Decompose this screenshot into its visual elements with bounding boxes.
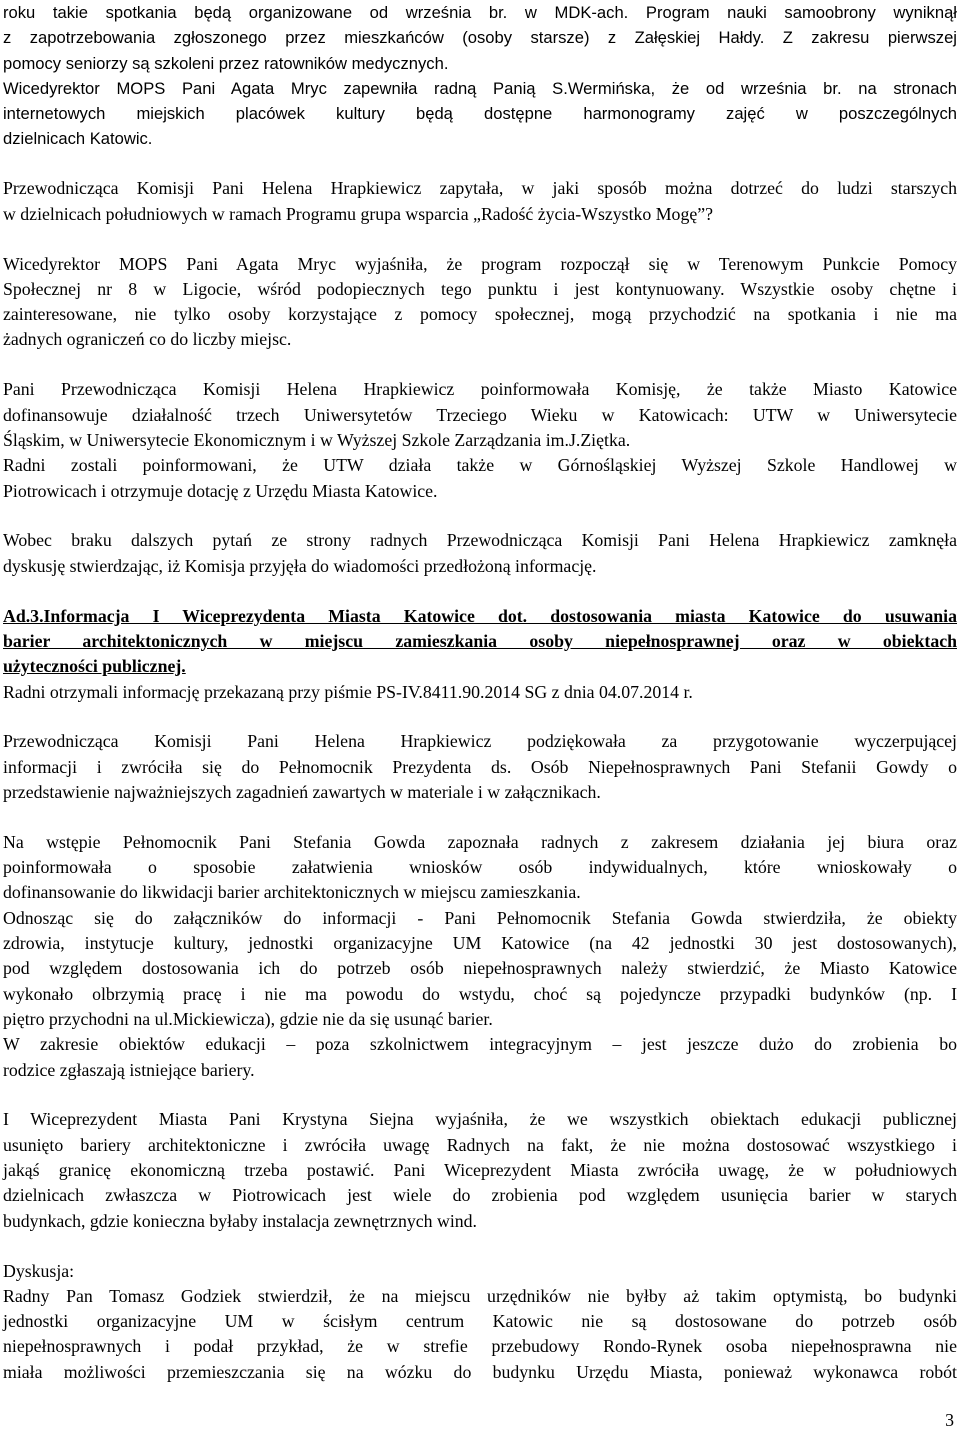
text-line: internetowych miejskich placówek kultury będą dostępne harmonogramy zajęć w poszczególnych (3, 104, 957, 124)
text-line: informacji i zwróciła się do Pełnomocnik Prezydenta ds. Osób Niepełnosprawnych Pani Stefanii Gowdy o (3, 756, 957, 777)
text-line: jakąś granicę ekonomiczną trzeba postawić. Pani Wiceprezydent Miasta zwróciła uwagę, że w południowych (3, 1160, 957, 1181)
section-heading-line: barier architektonicznych w miejscu zamieszkania osoby niepełnosprawnej oraz w obiektach (3, 630, 957, 651)
paragraph-gap (3, 504, 957, 529)
paragraph-gap (3, 705, 957, 730)
text-line: dzielnicach Katowic. (3, 129, 153, 149)
paragraph-gap (3, 1083, 957, 1108)
text-line: Przewodnicząca Komisji Pani Helena Hrapkiewicz podziękowała za przygotowanie wyczerpującej (3, 731, 957, 752)
page-number: 3 (945, 1410, 954, 1430)
text-line: niepełnosprawnych i podał przykład, że w strefie przebudowy Rondo-Rynek osoba niepełnosprawna nie (3, 1336, 957, 1357)
text-line: pomocy seniorzy są szkoleni przez ratowników medycznych. (3, 53, 449, 73)
text-line: Na wstępie Pełnomocnik Pani Stefania Gowda zapoznała radnych z zakresem działania jej biura oraz (3, 831, 957, 852)
text-line: budynkach, gdzie konieczna byłaby instalacja zewnętrznych wind. (3, 1210, 477, 1231)
paragraph-gap (3, 1234, 957, 1259)
paragraph-gap (3, 579, 957, 604)
text-line: Społecznej nr 8 w Ligocie, wśród podopiecznych tego punktu i jest kontynuowany. Wszystkie osoby chętne i (3, 278, 957, 299)
text-line: Odnosząc się do załączników do informacji - Pani Pełnomocnik Stefania Gowda stwierdziła, że obiekty (3, 907, 957, 928)
text-line: poinformowała o sposobie załatwienia wniosków osób indywidualnych, które wnioskowały o (3, 857, 957, 878)
text-line: Wicedyrektor MOPS Pani Agata Mryc zapewniła radną Panią S.Wermińska, że od września br. na stronach (3, 78, 957, 98)
text-line: zdrowia, instytucje kultury, jednostki organizacyjne UM Katowice (na 42 jednostki 30 jest dostosowanych), (3, 933, 957, 954)
text-line: Radni zostali poinformowani, że UTW działa także w Górnośląskiej Wyższej Szkole Handlowej w (3, 455, 957, 476)
text-line: wykonało olbrzymią pracę i nie ma powodu do wstydu, choć są pojedyncze przypadki budynków (np. I (3, 983, 957, 1004)
text-line: W zakresie obiektów edukacji – poza szkolnictwem integracyjnym – jest jeszcze dużo do zrobienia bo (3, 1034, 957, 1055)
text-line: usunięto bariery architektoniczne i zwróciła uwagę Radnych na fakt, że nie można dostosować wszystkiego i (3, 1134, 957, 1155)
text-line: piętro przychodni na ul.Mickiewicza), gdzie nie da się usunąć barier. (3, 1008, 493, 1029)
paragraph-gap (3, 227, 957, 252)
section-heading-line: użyteczności publicznej. (3, 656, 186, 677)
text-line: I Wiceprezydent Miasta Pani Krystyna Siejna wyjaśniła, że we wszystkich obiektach edukacji publicznej (3, 1109, 957, 1130)
paragraph-gap (3, 152, 957, 177)
text-line: Radny Pan Tomasz Godziek stwierdził, że na miejscu urzędników nie byłby aż takim optymistą, bo budynki (3, 1285, 957, 1306)
text-line: dzielnicach zwłaszcza w Piotrowicach jest wiele do zrobienia pod względem usunięcia barier w starych (3, 1185, 957, 1206)
discussion-label: Dyskusja: (3, 1260, 75, 1281)
text-line: Pani Przewodnicząca Komisji Helena Hrapkiewicz poinformowała Komisję, że także Miasto Katowice (3, 379, 957, 400)
section-heading-line: Ad.3.Informacja I Wiceprezydenta Miasta Katowice dot. dostosowania miasta Katowice do usuwania (3, 605, 957, 626)
text-line: roku takie spotkania będą organizowane od września br. w MDK-ach. Program nauki samoobrony wyniknął (3, 3, 957, 22)
text-line: z zapotrzebowania zgłoszonego przez mieszkańców (osoby starsze) z Załęskiej Hałdy. Z zakresu pierwszej (3, 28, 957, 48)
text-line: rodzice zgłaszają istniejące bariery. (3, 1059, 255, 1080)
text-line: dofinansowuje działalność trzech Uniwersytetów Trzeciego Wieku w Katowicach: UTW w Uniwersytecie (3, 404, 957, 425)
text-line: w dzielnicach południowych w ramach Programu grupa wsparcia „Radość życia-Wszystko Mogę”? (3, 203, 714, 224)
text-line: pod względem dostosowania ich do potrzeb osób niepełnosprawnych należy stwierdzić, że Miasto Katowice (3, 958, 957, 979)
text-line: Przewodnicząca Komisji Pani Helena Hrapkiewicz zapytała, w jaki sposób można dotrzeć do ludzi starszych (3, 178, 957, 199)
text-line: jednostki organizacyjne UM w ścisłym centrum Katowic nie są dostosowane do potrzeb osób (3, 1311, 957, 1332)
text-line: Piotrowicach i otrzymuje dotację z Urzędu Miasta Katowice. (3, 480, 438, 501)
text-line: dofinansowanie do likwidacji barier architektonicznych w miejscu zamieszkania. (3, 882, 581, 903)
text-line: Radni otrzymali informację przekazaną przy piśmie PS-IV.8411.90.2014 SG z dnia 04.07.2014 r. (3, 681, 693, 702)
text-line: Wicedyrektor MOPS Pani Agata Mryc wyjaśniła, że program rozpoczął się w Terenowym Punkcie Pomocy (3, 253, 957, 274)
text-line: Wobec braku dalszych pytań ze strony radnych Przewodnicząca Komisji Pani Helena Hrapkiewicz zamknęła (3, 530, 957, 551)
text-line: przedstawienie najważniejszych zagadnień zawartych w materiale i w załącznikach. (3, 781, 601, 802)
text-line: żadnych ograniczeń co do liczby miejsc. (3, 329, 292, 350)
document-body (3, 0, 957, 1385)
text-line: miała możliwości przemieszczania się na wózku do budynku Urzędu Miasta, ponieważ wykonawca robót (3, 1361, 957, 1382)
paragraph-gap (3, 353, 957, 378)
paragraph-gap (3, 805, 957, 830)
text-line: dyskusję stwierdzając, iż Komisja przyjęła do wiadomości przedłożoną informację. (3, 555, 597, 576)
text-line: Śląskim, w Uniwersytecie Ekonomicznym i w Wyższej Szkole Zarządzania im.J.Ziętka. (3, 429, 631, 450)
text-line: zainteresowane, nie tylko osoby korzystające z pomocy społecznej, mogą przychodzić na spotkania i nie ma (3, 304, 957, 325)
